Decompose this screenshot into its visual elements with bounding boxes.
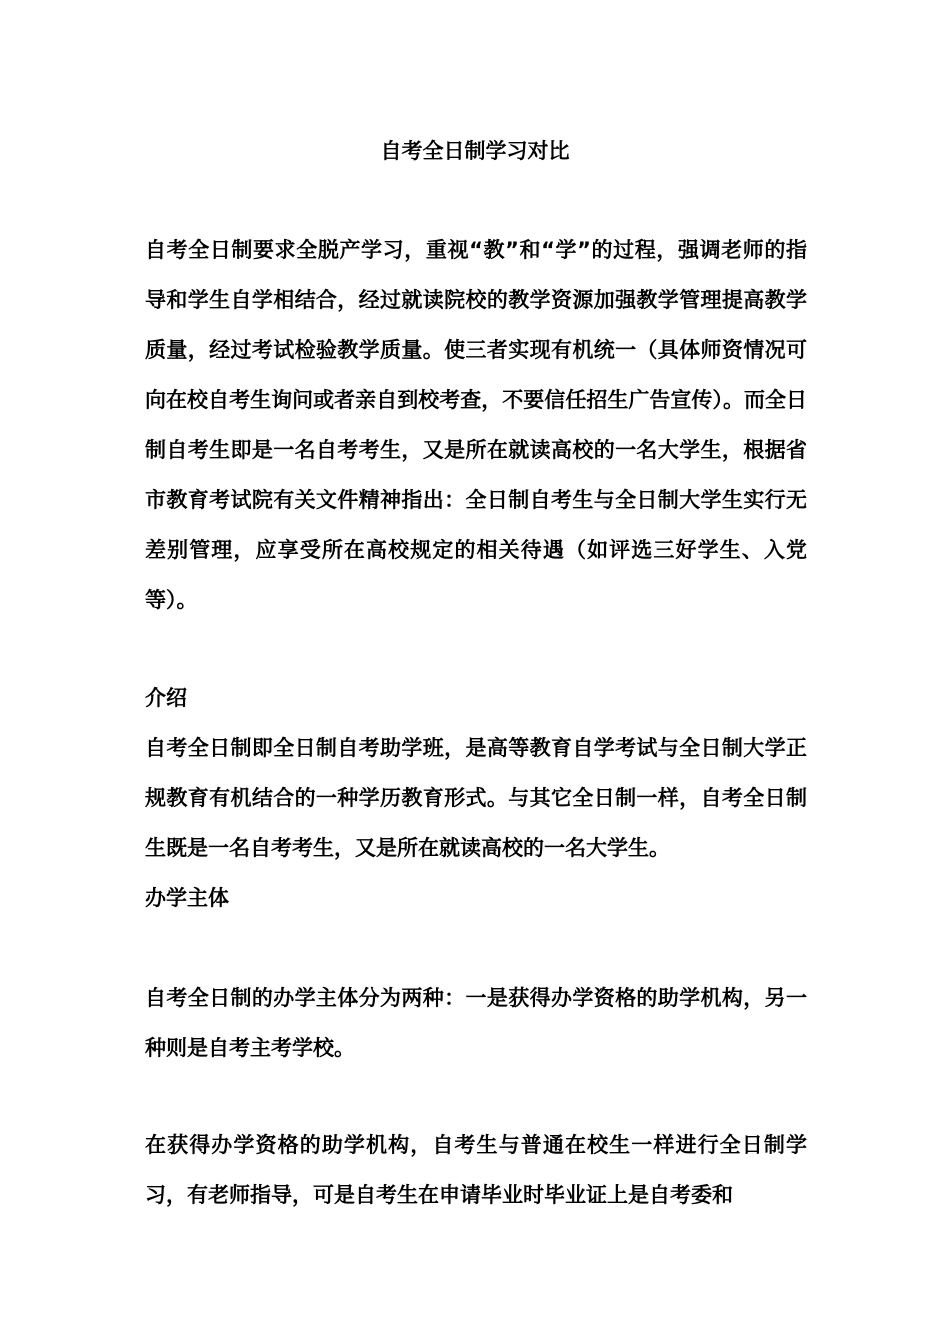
paragraph-school-body-details: 在获得办学资格的助学机构，自考生与普通在校生一样进行全日制学习，有老师指导，可是自考生在申请毕业时毕业证上是自考委和 [145, 1133, 807, 1207]
paragraph-overview: 自考全日制要求全脱产学习，重视“教”和“学”的过程，强调老师的指导和学生自学相结合，经过就读院校的教学资源加强教学管理提高教学质量，经过考试检验教学质量。使三者实现有机统一（具体师资情况可向在校自考生询问或者亲自到校考查，不要信任招生广告宣传）。而全日制自考生即是一名自考考生，又是所在就读高校的一名大学生，根据省市教育考试院有关文件精神指出：全日制自考生与全日制大学生实行无差别管理，应享受所在高校规定的相关待遇（如评选三好学生、入党等）。 [145, 238, 807, 612]
document-title: 自考全日制学习对比 [380, 139, 570, 163]
paragraph-intro: 自考全日制即全日制自考助学班，是高等教育自学考试与全日制大学正规教育有机结合的一种学历教育形式。与其它全日制一样，自考全日制生既是一名自考考生，又是所在就读高校的一名大学生。 [145, 736, 807, 860]
paragraph-school-body-types: 自考全日制的办学主体分为两种：一是获得办学资格的助学机构，另一种则是自考主考学校。 [145, 986, 807, 1060]
section-heading-intro: 介绍 [145, 686, 187, 710]
section-heading-school-body: 办学主体 [145, 886, 229, 910]
